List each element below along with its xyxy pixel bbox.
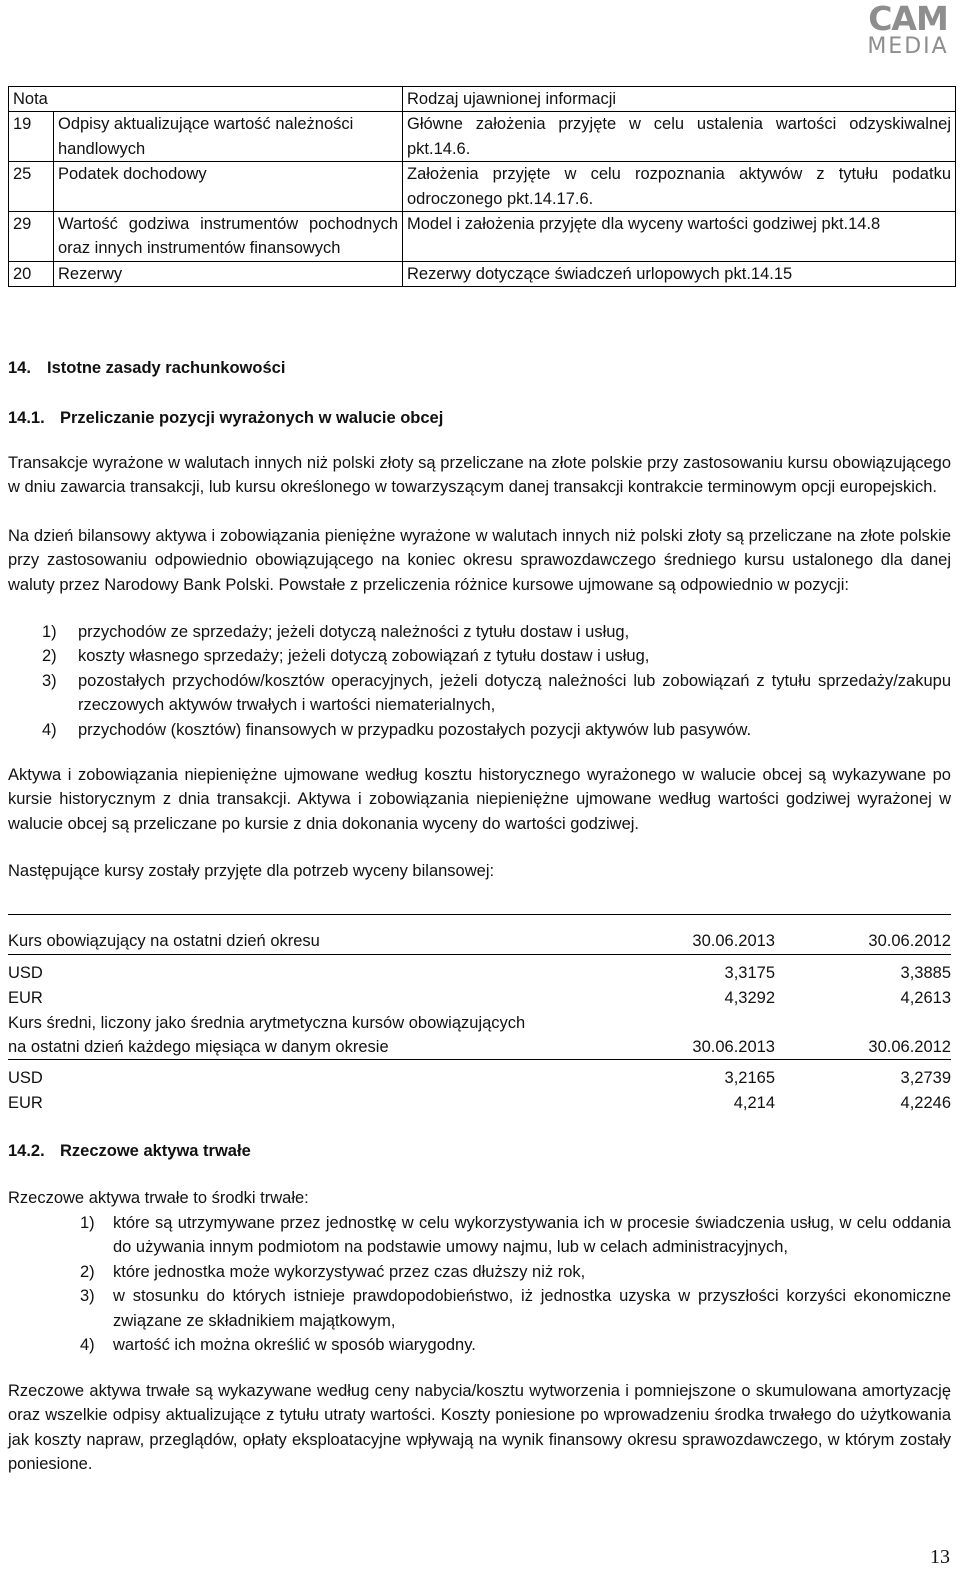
table-row	[8, 986, 951, 1011]
section-14-1-heading	[8, 406, 443, 430]
section-number: 14.1.	[8, 409, 45, 427]
nota-info: Rezerwy dotyczące świadczeń urlopowych pkt.14.15	[403, 261, 956, 286]
list-item	[8, 718, 951, 742]
rates-date-col2: 30.06.2012	[868, 932, 951, 950]
rates-date-col1: 30.06.2013	[692, 932, 775, 950]
nota-number: 29	[9, 212, 54, 262]
info-header-label: Rodzaj ujawnionej informacji	[403, 87, 956, 112]
rate-value: 3,2165	[724, 1069, 775, 1087]
list-text: które są utrzymywane przez jednostkę w celu wykorzystywania ich w procesie świadczenia usług, w celu oddania do używania innym podmiotom na podstawie umowy najmu, lub w celach administracyjnych,	[113, 1214, 951, 1257]
currency-label: USD	[8, 964, 43, 982]
nota-item: Wartość godziwa instrumentów pochodnych oraz innych instrumentów finansowych	[54, 212, 403, 262]
rates-header-label-line1: Kurs średni, liczony jako średnia arytmetyczna kursów obowiązujących	[8, 1014, 526, 1032]
paragraph: Rzeczowe aktywa trwałe to środki trwałe:	[8, 1189, 309, 1207]
rate-value: 4,2246	[900, 1094, 951, 1112]
nota-item: Odpisy aktualizujące wartość należności handlowych	[54, 112, 403, 162]
rate-value: 4,214	[733, 1094, 775, 1112]
nota-info: Główne założenia przyjęte w celu ustalenia wartości odzyskiwalnej pkt.14.6.	[403, 112, 956, 162]
list-text: koszty własnego sprzedaży; jeżeli dotyczą zobowiązań z tytułu dostaw i usług,	[78, 647, 650, 666]
list-marker: 3)	[42, 671, 57, 690]
list-marker: 3)	[80, 1287, 95, 1306]
logo-line2: MEDIA	[867, 34, 949, 59]
list-item	[8, 1211, 951, 1260]
list-marker: 4)	[80, 1336, 95, 1355]
paragraph: Następujące kursy zostały przyjęte dla potrzeb wyceny bilansowej:	[8, 862, 495, 880]
nota-number: 19	[9, 112, 54, 162]
nota-info: Założenia przyjęte w celu rozpoznania aktywów z tytułu podatku odroczonego pkt.14.17.6.	[403, 162, 956, 212]
nota-item: Podatek dochodowy	[54, 162, 403, 212]
list-marker: 1)	[42, 623, 57, 641]
list-text: przychodów (kosztów) finansowych w przypadku pozostałych pozycji aktywów lub pasywów.	[78, 720, 752, 739]
rates-header-label	[8, 1011, 655, 1059]
nota-table-header	[9, 87, 956, 112]
nota-table	[8, 86, 956, 287]
nota-header-label: Nota	[9, 87, 403, 112]
rate-value: 3,3885	[900, 964, 951, 982]
section-title: Istotne zasady rachunkowości	[47, 359, 286, 377]
list-text: przychodów ze sprzedaży; jeżeli dotyczą należności z tytułu dostaw i usług,	[78, 623, 630, 641]
rates-header-row	[8, 929, 951, 955]
paragraph: Rzeczowe aktywa trwałe są wykazywane według ceny nabycia/kosztu wytworzenia i pomniejszone o skumulowana amortyzację oraz wszelkie odpisy aktualizujące z tytułu utraty wartości. Koszty poniesione po wprowadzeniu środka trwałego do użytkowania jak koszty napraw, przeglądów, opłaty eksploatacyjne wpływają na wynik finansowy okresu sprawozdawczego, w którym zostały poniesione.	[8, 1382, 951, 1474]
exchange-rates-table	[8, 929, 951, 1116]
currency-label: USD	[8, 1069, 43, 1087]
list-item	[8, 1260, 951, 1284]
nota-info: Model i założenia przyjęte dla wyceny wartości godziwej pkt.14.8	[403, 212, 956, 262]
nota-number: 20	[9, 261, 54, 286]
logo-line1: CAM	[868, 0, 948, 38]
table-row	[9, 212, 956, 262]
rates-header-label: Kurs obowiązujący na ostatni dzień okresu	[8, 932, 320, 950]
paragraph: Transakcje wyrażone w walutach innych niż polski złoty są przeliczane na złote polskie przy zastosowaniu kursu obowiązującego w dniu zawarcia transakcji, lub kursu określonego w towarzyszącym danej transakcji kontrakcie terminowym opcji europejskich.	[8, 454, 951, 497]
list-item	[8, 620, 951, 644]
nota-number: 25	[9, 162, 54, 212]
rates-header-row	[8, 1011, 951, 1060]
section-14-heading	[8, 356, 285, 380]
list-text: które jednostka może wykorzystywać przez czas dłuższy niż rok,	[113, 1262, 586, 1281]
list-text: pozostałych przychodów/kosztów operacyjnych, jeżeli dotyczą należności lub zobowiązań z tytułu sprzedaży/zakupu rzeczowych aktywów trwałych i wartości niematerialnych,	[78, 671, 951, 715]
rate-value: 4,2613	[900, 989, 951, 1007]
table-row	[8, 1091, 951, 1116]
list-item	[8, 1284, 951, 1333]
rates-date-col2: 30.06.2012	[868, 1038, 951, 1056]
section-number: 14.	[8, 359, 31, 377]
currency-label: EUR	[8, 1094, 43, 1112]
paragraph: Aktywa i zobowiązania niepieniężne ujmowane według kosztu historycznego wyrażonego w walucie obcej są wykazywane po kursie historycznym z dnia transakcji. Aktywa i zobowiązania niepieniężne ujmowane według wartości godziwej wyrażonej w walucie obcej są przeliczane po kursie z dnia dokonania wyceny do wartości godziwej.	[8, 766, 951, 833]
currency-label: EUR	[8, 989, 43, 1007]
exchange-difference-list	[8, 620, 951, 742]
rates-header-label-line2: na ostatni dzień każdego mięsiąca w danym okresie	[8, 1038, 389, 1056]
rate-value: 3,2739	[900, 1069, 951, 1087]
table-row	[8, 1066, 951, 1091]
list-marker: 4)	[42, 720, 57, 739]
rate-value: 4,3292	[724, 989, 775, 1007]
rate-value: 3,3175	[724, 964, 775, 982]
list-text: w stosunku do których istnieje prawdopodobieństwo, iż jednostka uzyska w przyszłości korzyści ekonomiczne związane ze składnikiem majątkowym,	[113, 1287, 951, 1330]
list-marker: 2)	[80, 1262, 95, 1281]
fixed-assets-criteria-list	[8, 1211, 951, 1357]
cam-media-logo	[862, 2, 954, 60]
section-number: 14.2.	[8, 1142, 45, 1160]
list-marker: 1)	[80, 1214, 95, 1232]
table-row	[9, 261, 956, 286]
section-title: Rzeczowe aktywa trwałe	[60, 1142, 251, 1160]
paragraph: Na dzień bilansowy aktywa i zobowiązania pieniężne wyrażone w walutach innych niż polski złoty są przeliczane na złote polskie przy zastosowaniu odpowiednio obowiązującego na koniec okresu sprawozdawczego średniego kursu ustalonego dla danej waluty przez Narodowy Bank Polski. Powstałe z przeliczenia różnice kursowe ujmowane są odpowiednio w pozycji:	[8, 527, 951, 594]
section-title: Przeliczanie pozycji wyrażonych w walucie obcej	[60, 409, 444, 427]
table-row	[9, 162, 956, 212]
section-14-2-heading	[8, 1139, 251, 1163]
list-item	[8, 644, 951, 668]
list-item	[8, 669, 951, 718]
table-row	[9, 112, 956, 162]
rates-table-top-rule	[8, 914, 951, 915]
list-marker: 2)	[42, 647, 57, 666]
nota-item: Rezerwy	[54, 261, 403, 286]
rates-date-col1: 30.06.2013	[692, 1038, 775, 1056]
list-text: wartość ich można określić w sposób wiarygodny.	[113, 1336, 476, 1355]
page-number: 13	[930, 1546, 950, 1568]
table-row	[8, 961, 951, 986]
list-item	[8, 1333, 951, 1357]
